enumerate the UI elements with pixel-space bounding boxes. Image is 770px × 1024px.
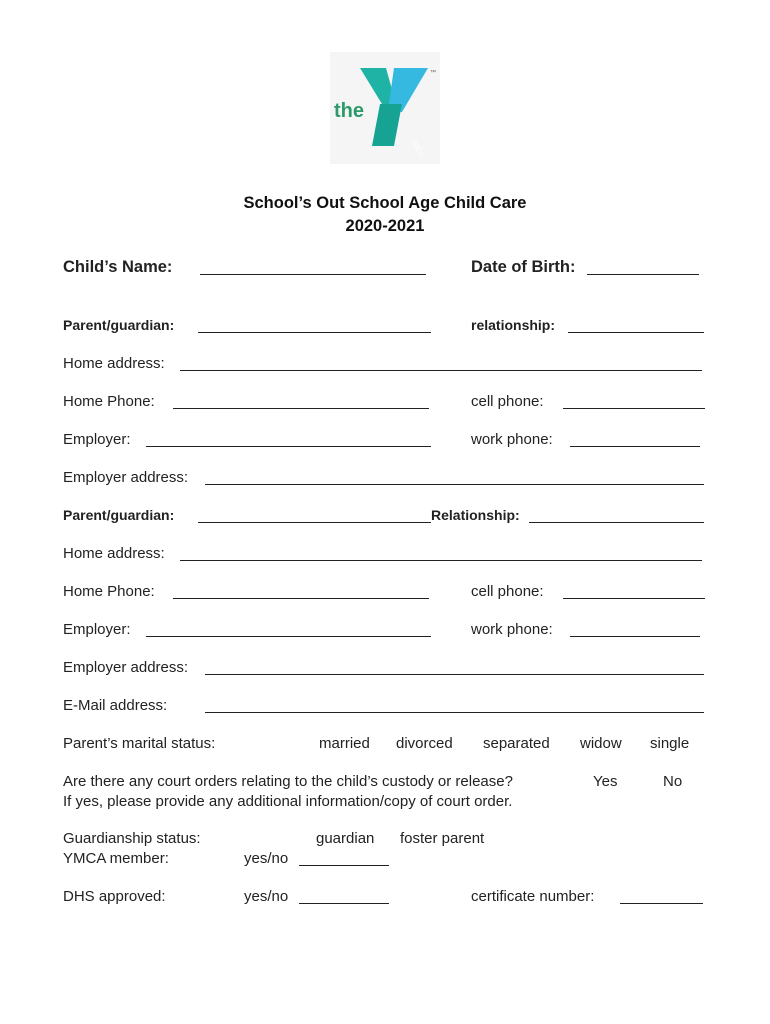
parent2-employer-address-label: Employer address: — [63, 659, 189, 676]
parent1-employer-field[interactable] — [146, 446, 431, 447]
email-label: E-Mail address: — [63, 697, 168, 714]
parent1-cell-phone-label: cell phone: — [471, 393, 544, 410]
parent1-label: Parent/guardian: — [63, 317, 175, 333]
svg-text:™: ™ — [430, 70, 436, 76]
parent1-home-phone-field[interactable] — [173, 408, 429, 409]
parent2-relationship-label: Relationship: — [431, 507, 520, 523]
parent2-home-address-field[interactable] — [180, 560, 702, 561]
parent2-home-address-label: Home address: — [63, 545, 165, 562]
svg-text:YMCA: YMCA — [408, 137, 425, 159]
form-title: School’s Out School Age Child Care — [243, 194, 527, 212]
parent1-home-phone-label: Home Phone: — [63, 393, 155, 410]
court-order-followup: If yes, please provide any additional information/copy of court order. — [63, 793, 513, 810]
court-order-yes[interactable]: Yes — [593, 773, 618, 790]
court-order-no[interactable]: No — [663, 773, 683, 790]
guardianship-label: Guardianship status: — [63, 830, 201, 847]
parent1-home-address-field[interactable] — [180, 370, 702, 371]
parent2-cell-phone-label: cell phone: — [471, 583, 544, 600]
parent2-employer-field[interactable] — [146, 636, 431, 637]
parent2-cell-phone-field[interactable] — [563, 598, 705, 599]
marital-option-separated[interactable]: separated — [483, 735, 550, 752]
ymca-member-value: yes/no — [244, 850, 289, 867]
marital-option-single[interactable]: single — [650, 735, 690, 752]
logo-text: the — [334, 100, 364, 122]
parent1-employer-label: Employer: — [63, 431, 131, 448]
parent1-work-phone-field[interactable] — [570, 446, 700, 447]
parent1-cell-phone-field[interactable] — [563, 408, 705, 409]
parent2-home-phone-field[interactable] — [173, 598, 429, 599]
parent2-employer-address-field[interactable] — [205, 674, 704, 675]
parent2-work-phone-field[interactable] — [570, 636, 700, 637]
parent2-name-field[interactable] — [198, 522, 431, 523]
parent2-work-phone-label: work phone: — [471, 621, 553, 638]
marital-option-married[interactable]: married — [319, 735, 370, 752]
child-name-label: Child’s Name: — [63, 258, 173, 276]
parent1-relationship-label: relationship: — [471, 317, 556, 333]
marital-option-widow[interactable]: widow — [580, 735, 622, 752]
court-order-question: Are there any court orders relating to the child’s custody or release? — [63, 773, 513, 790]
certificate-number-field[interactable] — [620, 903, 703, 904]
parent2-label: Parent/guardian: — [63, 507, 175, 523]
parent2-home-phone-label: Home Phone: — [63, 583, 155, 600]
parent2-relationship-field[interactable] — [529, 522, 704, 523]
parent2-employer-label: Employer: — [63, 621, 131, 638]
child-name-field[interactable] — [200, 274, 426, 275]
form-year: 2020-2021 — [345, 217, 425, 235]
dob-field[interactable] — [587, 274, 699, 275]
dhs-approved-field[interactable] — [299, 903, 389, 904]
marital-option-divorced[interactable]: divorced — [396, 735, 453, 752]
dob-label: Date of Birth: — [471, 258, 576, 276]
certificate-number-label: certificate number: — [471, 888, 595, 905]
parent1-home-address-label: Home address: — [63, 355, 165, 372]
parent1-employer-address-label: Employer address: — [63, 469, 189, 486]
dhs-approved-value: yes/no — [244, 888, 289, 905]
ymca-member-field[interactable] — [299, 865, 389, 866]
dhs-approved-label: DHS approved: — [63, 888, 166, 905]
ymca-member-label: YMCA member: — [63, 850, 169, 867]
parent1-name-field[interactable] — [198, 332, 431, 333]
marital-status-label: Parent’s marital status: — [63, 735, 216, 752]
parent1-work-phone-label: work phone: — [471, 431, 553, 448]
parent1-relationship-field[interactable] — [568, 332, 704, 333]
guardianship-option-guardian[interactable]: guardian — [316, 830, 375, 847]
guardianship-option-foster-parent[interactable]: foster parent — [400, 830, 485, 847]
parent1-employer-address-field[interactable] — [205, 484, 704, 485]
email-field[interactable] — [205, 712, 704, 713]
ymca-logo — [330, 52, 440, 164]
